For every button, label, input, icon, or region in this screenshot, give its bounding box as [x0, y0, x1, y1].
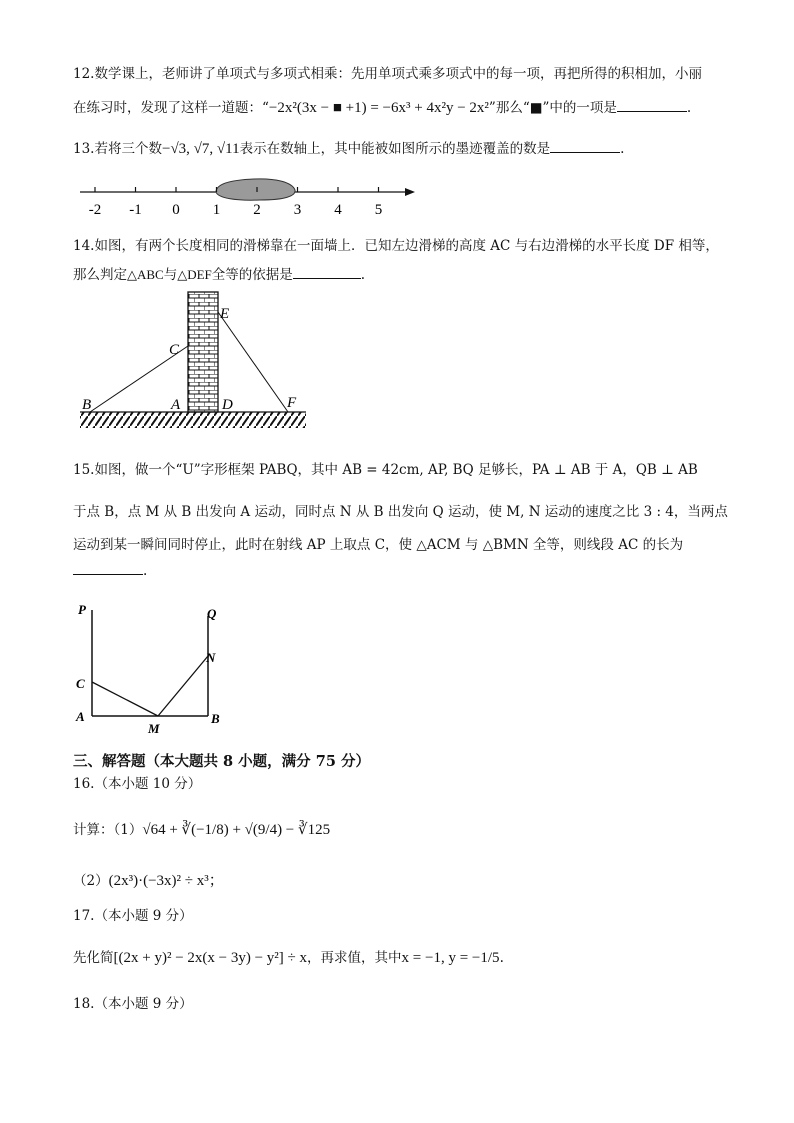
q17-vals: x = −1, y = −1/5: [401, 950, 500, 966]
q12-line2: 在练习时，发现了这样一道题：“−2x²(3x − ■ +1) = −6x³ + 4x²y − 2x²”那么“■”中的一项是 .: [73, 97, 691, 118]
q17-body: 先化简[(2x + y)² − 2x(x − 3y) − y²] ÷ x，再求值，其中x = −1, y = −1/5.: [73, 950, 504, 966]
q14-tri2: △DEF: [177, 267, 212, 282]
tick-label: 4: [334, 202, 342, 218]
q14-label-E: E: [220, 306, 230, 322]
q16-part1: [73, 820, 330, 840]
q13-text-prefix: 13.若将三个数: [73, 141, 162, 157]
tick-label: -1: [129, 202, 142, 218]
q17-expr: [(2x + y)² − 2x(x − 3y) − y²] ÷ x: [113, 950, 308, 966]
q14-mid: 与: [163, 267, 178, 283]
section3-title: 三、解答题（本大题共 8 小题，满分 75 分）: [73, 753, 370, 770]
q16-calc-label: 计算：（1）: [73, 822, 143, 838]
q15-label-B: B: [211, 711, 220, 726]
tick-label: 1: [212, 202, 221, 218]
q17-prefix: 先化简: [73, 950, 114, 966]
q14-answer-blank[interactable]: [293, 264, 361, 279]
q14-line1: 14.如图，有两个长度相同的滑梯靠在一面墙上．已知左边滑梯的高度 AC 与右边滑梯的水平长度 DF 相等，: [73, 238, 719, 254]
q14-label-D: D: [222, 397, 233, 413]
q13-line: 13.若将三个数−√3, √7, √11表示在数轴上，其中能被如图所示的墨迹覆盖的数是 .: [73, 138, 624, 159]
q14-tri1: △ABC: [127, 267, 164, 282]
q16-p2-label: （2）: [73, 873, 109, 889]
q15-label-A: A: [76, 709, 85, 724]
ground-hatch: [80, 412, 306, 428]
tick-label: 0: [172, 202, 180, 218]
q16-title: 16.（本小题 10 分）: [73, 776, 202, 792]
q15-label-M: M: [148, 721, 160, 736]
q16-part2: [73, 871, 224, 891]
q16-p1: √64 + ∛(−1/8) + √(9/4) − ∛125: [142, 822, 331, 838]
q15-line1: 15.如图，做一个“U”字形框架 PABQ，其中 AB = 42cm, AP, BQ 足够长，PA ⊥ AB 于 A，QB ⊥ AB: [73, 462, 698, 478]
q18-title: 18.（本小题 9 分）: [73, 996, 193, 1012]
q14-line2-suffix: 全等的依据是: [211, 267, 293, 283]
q14-line2-prefix: 那么判定: [73, 267, 127, 283]
q15-label-P: P: [78, 602, 86, 617]
q15-label-N: N: [206, 650, 216, 665]
q15-label-C: C: [76, 676, 85, 691]
q14-figure: [74, 286, 314, 436]
q14-label-F: F: [287, 395, 297, 411]
ink-blot: [216, 179, 295, 200]
q12-answer-blank[interactable]: [617, 97, 687, 112]
q12-line2-suffix: ”那么“■”中的一项是: [488, 100, 617, 116]
tick-label: 5: [374, 202, 383, 218]
q14-label-B: B: [82, 397, 92, 413]
q17-title: 17.（本小题 9 分）: [73, 908, 193, 924]
q13-text-suffix: 表示在数轴上，其中能被如图所示的墨迹覆盖的数是: [239, 141, 551, 157]
q12-equation: −2x²(3x − ■ +1) = −6x³ + 4x²y − 2x²: [268, 100, 489, 116]
q15-line2: 于点 B，点 M 从 B 出发向 A 运动，同时点 N 从 B 出发向 Q 运动，使 M, N 运动的速度之比 3 : 4，当两点: [73, 504, 728, 520]
q14-label-C: C: [169, 342, 180, 358]
q15-figure: [70, 598, 240, 743]
q17-mid: ，再求值，其中: [307, 950, 402, 966]
segment-cm: [92, 682, 158, 716]
q12-line2-prefix: 在练习时，发现了这样一道题：“: [73, 100, 269, 116]
wall: [188, 292, 218, 412]
q14-line2: 那么判定△ABC与△DEF全等的依据是 .: [73, 264, 365, 285]
q15-label-Q: Q: [207, 606, 217, 621]
q14-label-A: A: [171, 397, 181, 413]
q15-line4: .: [73, 560, 147, 581]
segment-mn: [158, 656, 208, 716]
q15-line3: 运动到某一瞬间同时停止，此时在射线 AP 上取点 C，使 △ACM 与 △BMN 全等，则线段 AC 的长为: [73, 537, 684, 553]
tick-label: 2: [253, 202, 261, 218]
number-line-arrow-icon: [405, 188, 415, 196]
tick-label: -2: [88, 202, 102, 218]
q12-line1: 12.数学课上，老师讲了单项式与多项式相乘：先用单项式乘多项式中的每一项，再把所得的积相加，小丽: [73, 66, 702, 82]
q13-number-line: [70, 172, 430, 222]
q15-answer-blank[interactable]: [73, 560, 143, 575]
q16-p2: (2x³)·(−3x)² ÷ x³；: [108, 873, 224, 889]
q13-numbers: −√3, √7, √11: [161, 141, 240, 157]
tick-label: 3: [293, 202, 302, 218]
q13-answer-blank[interactable]: [550, 138, 620, 153]
